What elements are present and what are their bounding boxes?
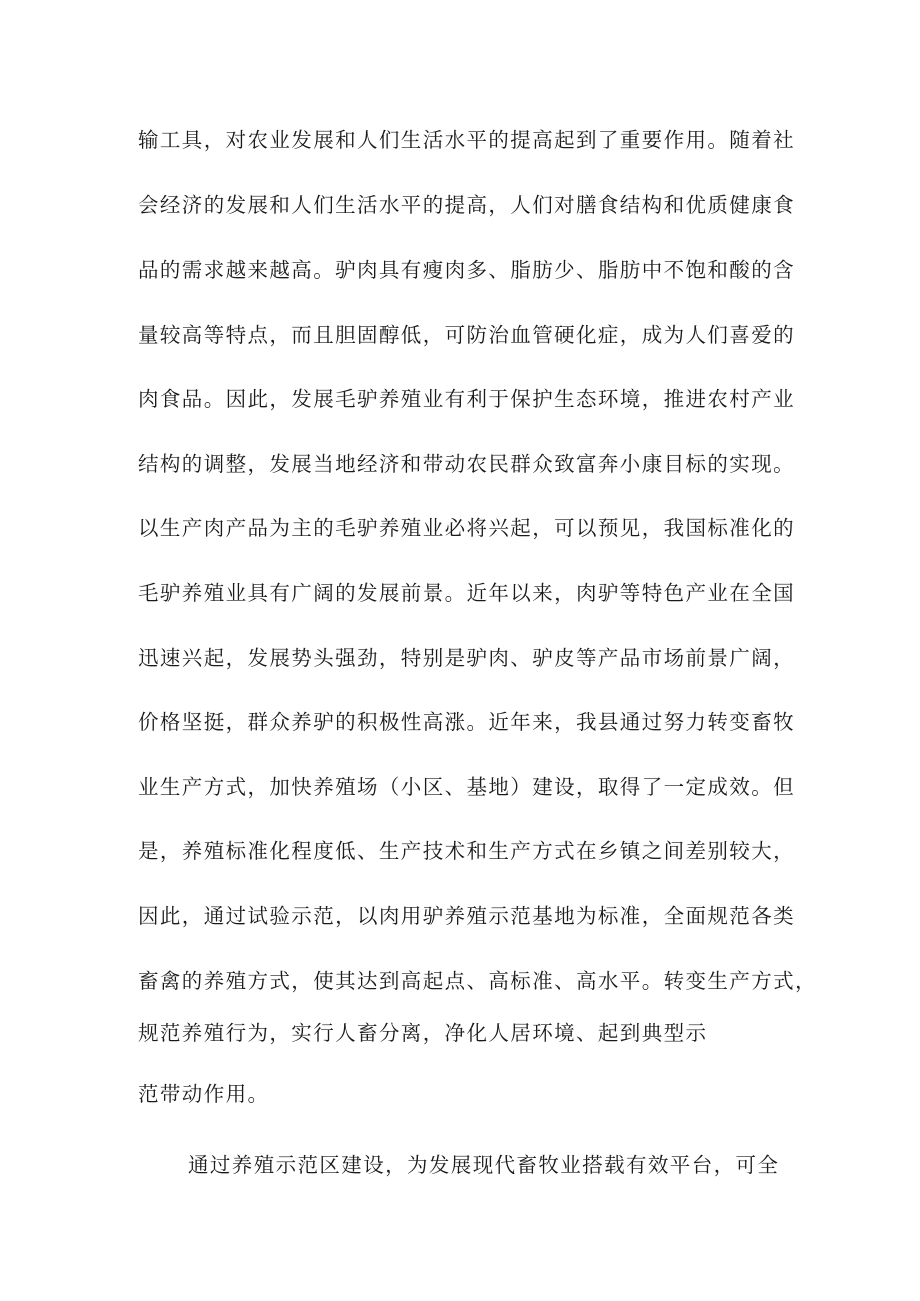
paragraph-1-line-15: 规范养殖行为，实行人畜分离，净化人居环境、起到典型示: [138, 1021, 708, 1045]
paragraph-1-line-11: 业生产方式，加快养殖场（小区、基地）建设，取得了一定成效。但: [138, 775, 795, 799]
paragraph-1-line-3: 品的需求越来越高。驴肉具有瘦肉多、脂肪少、脂肪中不饱和酸的含: [138, 258, 795, 282]
paragraph-1-line-4: 量较高等特点，而且胆固醇低，可防治血管硬化症，成为人们喜爱的: [138, 323, 795, 347]
paragraph-1-line-16: 范带动作用。: [138, 1082, 270, 1106]
paragraph-1-line-1: 输工具，对农业发展和人们生活水平的提高起到了重要作用。随着社: [138, 128, 795, 152]
paragraph-1-line-10: 价格坚挺，群众养驴的积极性高涨。近年来，我县通过努力转变畜牧: [138, 710, 795, 734]
paragraph-1-line-9: 迅速兴起，发展势头强劲，特别是驴肉、驴皮等产品市场前景广阔，: [138, 646, 795, 670]
paragraph-2-line-1: 通过养殖示范区建设，为发展现代畜牧业搭载有效平台，可全: [188, 1153, 780, 1177]
paragraph-1-line-2: 会经济的发展和人们生活水平的提高，人们对膳食结构和优质健康食: [138, 193, 795, 217]
paragraph-1-line-12: 是，养殖标准化程度低、生产技术和生产方式在乡镇之间差别较大，: [138, 839, 795, 863]
paragraph-1-line-7: 以生产肉产品为主的毛驴养殖业必将兴起，可以预见，我国标准化的: [138, 516, 795, 540]
paragraph-1-line-5: 肉食品。因此，发展毛驴养殖业有利于保护生态环境，推进农村产业: [138, 387, 795, 411]
paragraph-1-line-8: 毛驴养殖业具有广阔的发展前景。近年以来，肉驴等特色产业在全国: [138, 581, 795, 605]
paragraph-1-line-14: 畜禽的养殖方式，使其达到高起点、高标准、高水平。转变生产方式，: [138, 969, 817, 993]
paragraph-1-line-6: 结构的调整，发展当地经济和带动农民群众致富奔小康目标的实现。: [138, 452, 795, 476]
paragraph-1-line-13: 因此，通过试验示范，以肉用驴养殖示范基地为标准，全面规范各类: [138, 904, 795, 928]
